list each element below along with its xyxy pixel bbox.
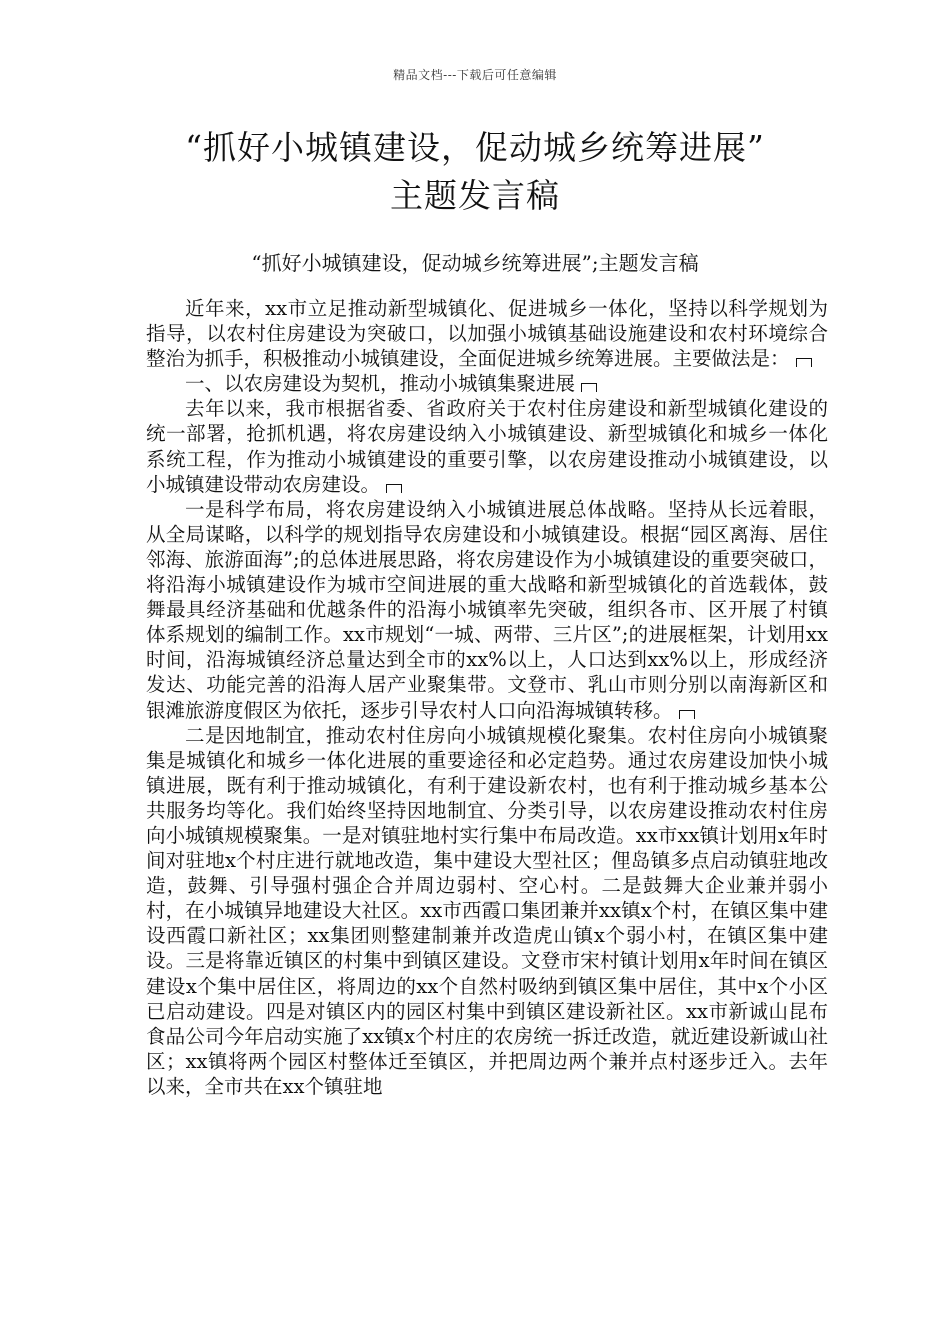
paragraph-mark-icon: [581, 383, 597, 392]
paragraph-mark-icon: [796, 358, 812, 367]
paragraph-intro: 近年来，xx市立足推动新型城镇化、促进城乡一体化，坚持以科学规划为指导，以农村住房建设为突破口，以加强小城镇基础设施建设和农村环境综合整治为抓手，积极推动小城镇建设，全面促进城乡统筹进展。主要做法是：: [146, 297, 828, 371]
paragraph-mark-icon: [679, 710, 695, 719]
paragraph-3: 一是科学布局，将农房建设纳入小城镇进展总体战略。坚持从长远着眼，从全局谋略，以科学的规划指导农房建设和小城镇建设。根据“园区离海、居住邻海、旅游面海”;的总体进展思路，将农房建设作为小城镇建设的重要突破口，将沿海小城镇建设作为城市空间进展的重大战略和新型城镇化的首选载体，鼓舞最具经济基础和优越条件的沿海小城镇率先突破，组织各市、区开展了村镇体系规划的编制工作。xx市规划“一城、两带、三片区”;的进展框架，计划用xx时间，沿海城镇经济总量达到全市的xx%以上，人口达到xx%以上，形成经济发达、功能完善的沿海人居产业聚集带。文登市、乳山市则分别以南海新区和银滩旅游度假区为依托，逐步引导农村人口向沿海城镇转移。: [146, 497, 828, 722]
title-line-2: 主题发言稿: [390, 176, 560, 215]
document-subtitle: “抓好小城镇建设，促动城乡统筹进展”;主题发言稿: [251, 251, 699, 275]
document-body: [146, 296, 828, 1099]
header-note: 精品文档---下载后可任意编辑: [393, 68, 557, 82]
paragraph-heading-1: 一、以农房建设为契机，推动小城镇集聚进展: [146, 371, 828, 396]
title-line-1: “抓好小城镇建设，促动城乡统筹进展”: [185, 128, 765, 167]
paragraph-2: 去年以来，我市根据省委、省政府关于农村住房建设和新型城镇化建设的统一部署，抢抓机遇，将农房建设纳入小城镇建设、新型城镇化和城乡一体化系统工程，作为推动小城镇建设的重要引擎，以农房建设推动小城镇建设，以小城镇建设带动农房建设。: [146, 397, 828, 496]
paragraph-4: 二是因地制宜，推动农村住房向小城镇规模化聚集。农村住房向小城镇聚集是城镇化和城乡一体化进展的重要途径和必定趋势。通过农房建设加快小城镇进展，既有利于推动城镇化，有利于建设新农村，也有利于推动城乡基本公共服务均等化。我们始终坚持因地制宜、分类引导，以农房建设推动农村住房向小城镇规模聚集。一是对镇驻地村实行集中布局改造。xx市xx镇计划用x年时间对驻地x个村庄进行就地改造，集中建设大型社区；俚岛镇多点启动镇驻地改造，鼓舞、引导强村强企合并周边弱村、空心村。二是鼓舞大企业兼并弱小村，在小城镇异地建设大社区。xx市西霞口集团兼并xx镇x个村，在镇区集中建设西霞口新社区；xx集团则整建制兼并改造虎山镇x个弱小村，在镇区集中建设。三是将靠近镇区的村集中到镇区建设。文登市宋村镇计划用x年时间在镇区建设x个集中居住区，将周边的xx个自然村吸纳到镇区集中居住，其中x个小区已启动建设。四是对镇区内的园区村集中到镇区建设新社区。xx市新诚山昆布食品公司今年启动实施了xx镇x个村庄的农房统一拆迁改造，就近建设新诚山社区；xx镇将两个园区村整体迁至镇区，并把周边两个兼并点村逐步迁入。去年以来，全市共在xx个镇驻地: [146, 723, 828, 1098]
document-title: [80, 124, 870, 220]
paragraph-mark-icon: [386, 484, 402, 493]
